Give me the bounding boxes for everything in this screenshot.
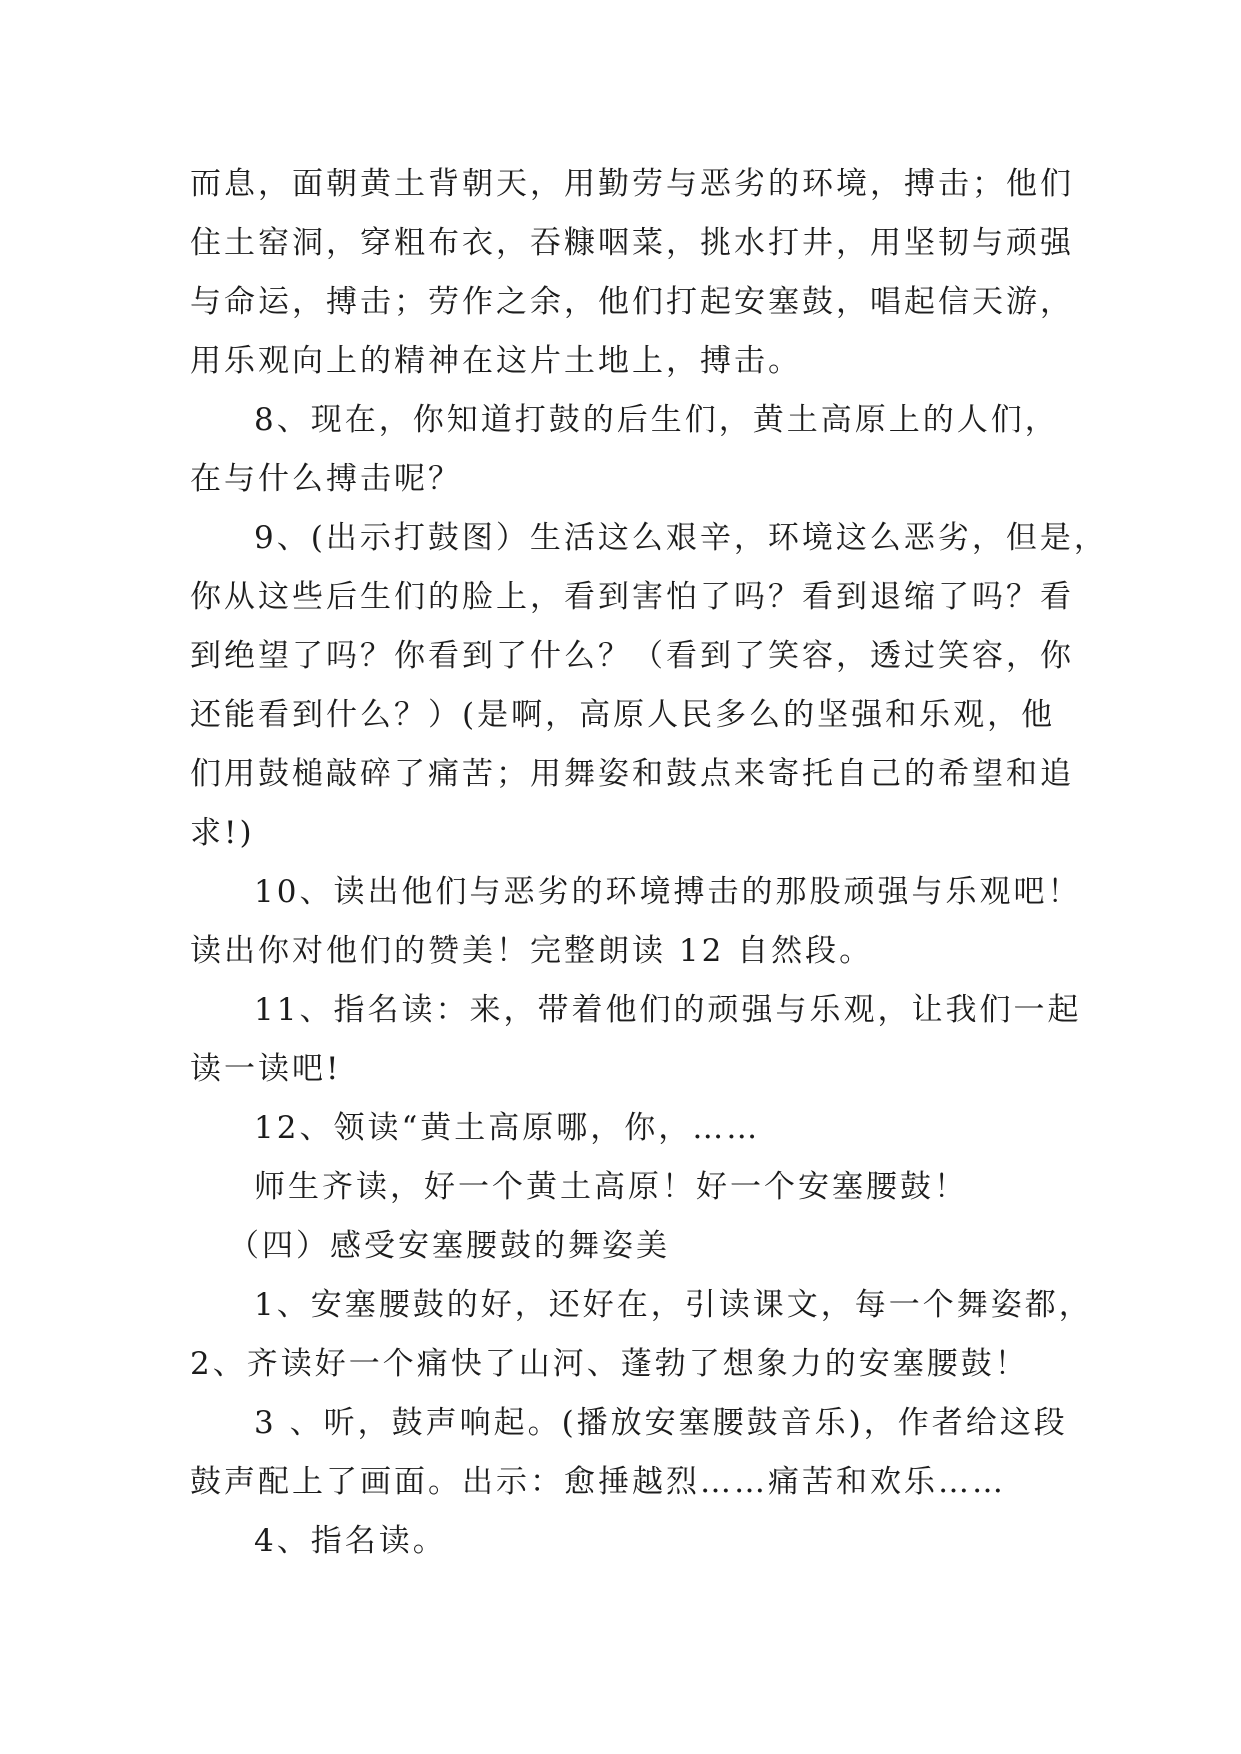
text-line: 8、现在，你知道打鼓的后生们，黄土高原上的人们，: [254, 402, 1059, 438]
text-line: 求!): [190, 815, 255, 851]
text-line: 与命运，搏击；劳作之余，他们打起安塞鼓，唱起信天游，: [190, 284, 1074, 320]
text-line: 到绝望了吗？你看到了什么？（看到了笑容，透过笑容，你: [190, 638, 1074, 674]
text-line: 2、齐读好一个痛快了山河、蓬勃了想象力的安塞腰鼓！: [190, 1346, 1029, 1382]
text-line: 1、安塞腰鼓的好，还好在，引读课文，每一个舞姿都，: [254, 1287, 1093, 1323]
text-line: 住土窑洞，穿粗布衣，吞糠咽菜，挑水打井，用坚韧与顽强: [190, 225, 1074, 261]
text-line: 4、指名读。: [254, 1523, 447, 1559]
text-line: 读一读吧!: [190, 1051, 342, 1087]
text-line: 而息，面朝黄土背朝天，用勤劳与恶劣的环境，搏击；他们: [190, 166, 1074, 202]
text-line: 还能看到什么？）(是啊，高原人民多么的坚强和乐观，他: [190, 697, 1056, 733]
text-line: 你从这些后生们的脸上，看到害怕了吗？看到退缩了吗？看: [190, 579, 1074, 615]
text-line: 12、领读“黄土高原哪，你，……: [254, 1110, 761, 1146]
section-heading: （四）感受安塞腰鼓的舞姿美: [228, 1228, 670, 1264]
document-body: [190, 155, 1108, 1571]
text-line: 读出你对他们的赞美！完整朗读 12 自然段。: [190, 933, 874, 969]
text-line: 用乐观向上的精神在这片土地上，搏击。: [190, 343, 802, 379]
text-line: 鼓声配上了画面。出示：愈捶越烈……痛苦和欢乐……: [190, 1464, 1006, 1500]
text-line: 11、指名读：来，带着他们的顽强与乐观，让我们一起: [254, 992, 1082, 1028]
text-line: 10、读出他们与恶劣的环境搏击的那股顽强与乐观吧！: [254, 874, 1082, 910]
text-line: 3 、听，鼓声响起。(播放安塞腰鼓音乐)，作者给这段: [254, 1405, 1068, 1441]
text-line: 9、(出示打鼓图）生活这么艰辛，环境这么恶劣，但是，: [254, 520, 1108, 556]
text-line: 们用鼓槌敲碎了痛苦；用舞姿和鼓点来寄托自己的希望和追: [190, 756, 1074, 792]
text-line: 在与什么搏击呢？: [190, 461, 462, 497]
text-line: 师生齐读，好一个黄土高原！好一个安塞腰鼓！: [254, 1169, 968, 1205]
